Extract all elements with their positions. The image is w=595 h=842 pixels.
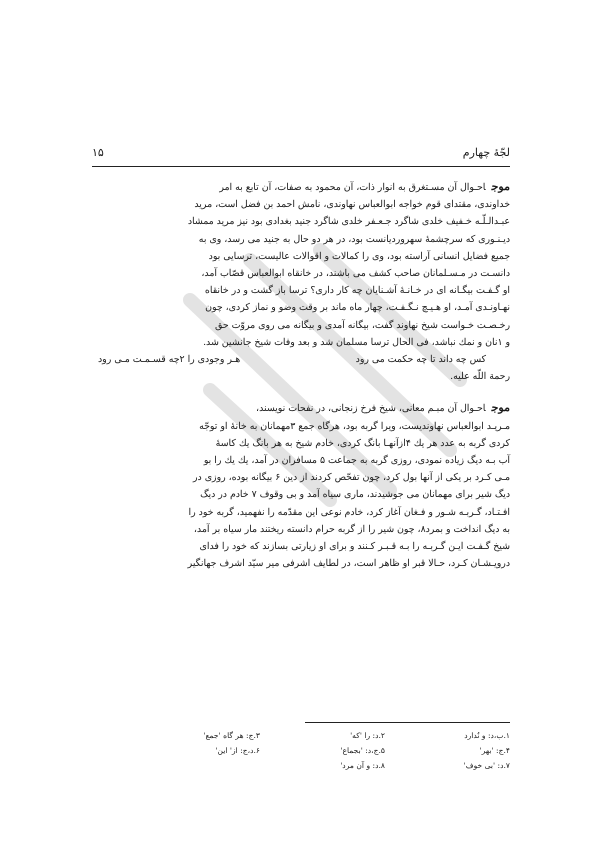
paragraph-line: دیگ شیر برای مهمانان می جوشیدند، ماری سیاه آمد و بی وقوف ۷ خادم در دیگ [200,489,510,501]
footnote: ۴.ج: 'بهر' [479,746,510,755]
footnote-row [92,743,510,758]
paragraph-line: موجاحـوال آن مبـم معانی، شیخ فرخ زنجانی، در نفحات نویسند، [256,401,510,415]
section-heading: موج [491,401,510,415]
paragraph-line: دیـنـوری که سرچشمۀ سهروردیانست بود، در هر دو حال به جنید می رسد، وی به [198,233,510,245]
paragraph-line: خداوندی، مقتدای قوم خواجه ابوالعباس نهاوندی، نامش احمد بن فضل است، مرید [194,199,510,211]
paragraph-line: آب بـه دیگ زیاده نمودی، روزی گربه به جماعت ۵ مسافران در آمد، یك یك را بو [203,455,510,467]
paragraph-line: مـریـد ابوالعباس نهاوندیست، ویرا گربه بود، هرگاه جمع ۳مهمانان به خانۀ او توجّه [199,420,510,432]
running-title: لجّۀ چهارم [462,146,510,159]
footnote: ۳.ج: هر گاه 'جمع' [203,731,260,740]
paragraph-line: عبـدالـلّـه خـفیف خلدی شاگرد جـعـفر خلدی شاگرد جنید بغدادی بود نیز مرید ممشاد [187,216,510,228]
paragraph-line: جمیع فضایل انسانی آراسته بود، وی را کمالات و اقوالات عالیست، ترسایی بود [208,250,510,262]
main-text [92,178,510,572]
paragraph-line: درویـشـان کـرد، حـالا قبر او ظاهر است، در لطایف اشرفی میر سیّد اشرف جهانگیر [187,558,510,570]
paragraph-line: افـتـاد، گـربـه شـور و فـغان آغاز کرد، خادم نوعی این مقدّمه را نفهمید، گربه خود را [188,506,510,518]
footnote: ۲.د: را 'که' [350,731,385,740]
verse-couplet [92,351,510,368]
footnote-rule [305,722,510,723]
paragraph-line: به دیگ انداخت و بمرد۸، چون شیر را از گربه حرام دانسته ریختند مار سیاه بر آمد، [193,523,510,535]
page-header [92,146,510,162]
footnote: ۶.د،ج: از' این' [215,746,260,755]
page-number: ۱۵ [92,146,104,159]
footnote: ۱.ب،د: و نُدارد [464,731,510,740]
paragraph-line: نهـاونـدی آمـد، او هـیـچ نـگـفـت، چهار ماه ماند بر وقت وضو و نماز کردی، چون [205,302,510,314]
footnote-row [92,728,510,743]
footnote-row [92,758,510,773]
header-rule [92,166,510,167]
footnote: ۵.ج،د: 'بجماع' [340,746,385,755]
verse-hemistich-right: کس چه داند تا چه حکمت می رود [355,354,486,366]
footnote: ۸.د: و آن مرد' [340,761,385,770]
footnote: ۷.د: 'بی خوف' [463,761,510,770]
section-heading: موج [491,180,510,193]
paragraph-line: کردی گربه به عدد هر یك ۴ازآنهـا بانگ کردی، خادم شیخ به هر بانگ یك کاسۀ [215,437,510,449]
paragraph-line: موجاحـوال آن مسـتغرق به انوار ذات، آن محمود به صفات، آن تابع به امر [219,180,510,193]
paragraph-line: و ۱نان و نمك نباشد، فی الحال ترسا مسلمان شد و بعد وفات شیخ جانشین شد. [203,336,510,348]
closing-line: رحمة اللّه علیه. [450,371,510,383]
paragraph-line: او گـفـت بیگـانه ای در خـانـۀ آشـنایان چه کار داری؟ ترسا باز گشت و در خانقاه [204,285,510,297]
paragraph-line: مـی کـرد بر یکی از آنها بول کرد، چون تفحّص کردند از دین ۶ بیگانه بوده، روزی در [193,472,510,484]
paragraph-line: شیخ گـفـت ایـن گـربـه را بـه قـبـر کـنند و برای او زیارتی بسازند که خود را فدای [199,541,510,553]
paragraph-line: رخـصـت خـواست شیخ نهاوند گفت، بیگانه آمدی و بیگانه می روی مروّت حق [215,319,510,331]
paragraph-line: دانسـت در مـسـلمانان صاحب کشف می باشند، در خانقاه ابوالعباس قصّاب آمد، [201,268,510,280]
footnotes [92,728,510,773]
verse-hemistich-left: هـر وجودی را ۲چه قسـمـت مـی رود [98,354,241,366]
